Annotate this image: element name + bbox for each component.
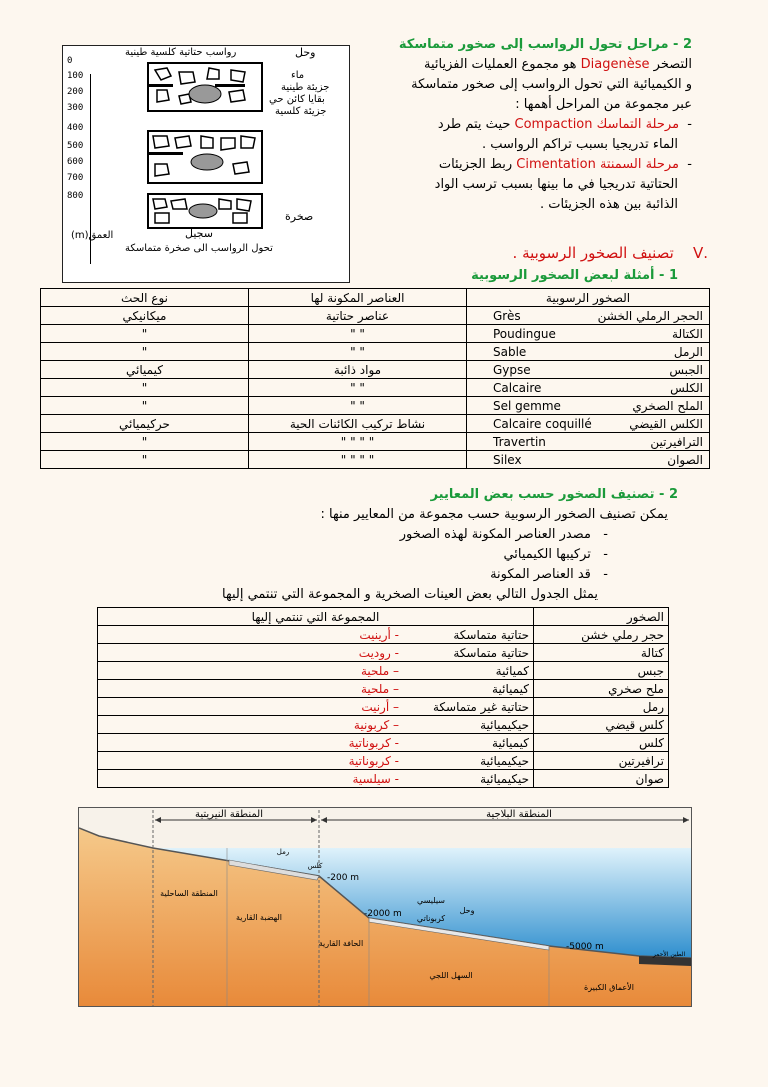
paragraph-line: و الكيميائية التي تحول الرواسب إلى صخور متماسكة	[411, 77, 692, 92]
rock-group: - أرينيت	[359, 627, 399, 642]
elements-cell: " " " "	[249, 451, 467, 469]
table-header: العناصر المكونة لها	[249, 289, 467, 307]
depth-tick: 100	[67, 71, 84, 81]
depth-tick: 700	[67, 173, 84, 183]
rock-group: – ملحية	[360, 663, 399, 678]
figure1-calc-label: جزيئة كلسية	[275, 106, 327, 117]
rock-cell: حجر رملي خشن	[534, 626, 669, 644]
group-cell	[98, 734, 534, 752]
subsection-heading: 1 - أمثلة لبعض الصخور الرسوبية	[471, 268, 678, 283]
table-row	[98, 734, 669, 752]
depth-2000-label: -2000 m	[364, 909, 402, 919]
rock-cell: كلس	[534, 734, 669, 752]
elements-cell: " "	[249, 325, 467, 343]
rock-name-cell	[467, 361, 710, 379]
table-row	[98, 770, 669, 788]
figure1-title: رواسب حتاتية كلسية طينية	[125, 47, 237, 58]
paragraph-line: الماء تدريجيا بسبب تراكم الرواسب .	[481, 137, 678, 152]
depth-tick: 500	[67, 141, 84, 151]
rock-cell: ملح صخري	[534, 680, 669, 698]
mud-label: وحل	[459, 906, 475, 915]
table-header: نوع الحث	[41, 289, 249, 307]
subsection-heading: 2 - تصنيف الصخور حسب بعض المعايير	[430, 487, 678, 502]
coastal-label: المنطقة الساحلية	[160, 889, 218, 898]
rock-name-cell	[467, 451, 710, 469]
paragraph-line: عبر مجموعة من المراحل أهمها :	[515, 97, 692, 112]
deposition-type-cell: "	[41, 433, 249, 451]
deposition-type-cell: ميكانيكي	[41, 307, 249, 325]
deep-label: الأعماق الكبيرة	[584, 983, 634, 992]
table-row	[41, 325, 710, 343]
bullet-cimentation: - مرحلة السمنتة Cimentation ربط الجزيئات	[438, 157, 692, 172]
limestone-label: كلس	[307, 862, 323, 870]
section-v-heading	[513, 244, 708, 262]
rock-name-fr: Calcaire coquillé	[493, 416, 592, 431]
rock-nature: حتاتية متماسكة	[453, 645, 529, 660]
deposition-type-cell: "	[41, 451, 249, 469]
rock-name-ar: الجبس	[669, 362, 703, 377]
diagenesis-section	[337, 35, 692, 215]
depth-5000-label: -5000 m	[566, 942, 604, 952]
rock-group: - روديت	[358, 645, 399, 660]
figure1-cement-label: سجيل	[185, 227, 213, 240]
table-header: الصخور	[534, 608, 669, 626]
table-row	[98, 680, 669, 698]
elements-cell: " "	[249, 397, 467, 415]
group-cell	[98, 716, 534, 734]
figure1-shell-label: بقايا كائن حي	[269, 94, 325, 105]
zone-pelagic-label: المنطقة البلاجية	[486, 809, 552, 820]
rock-group: - كربوناتية	[348, 735, 399, 750]
figure1-rock-label: صخرة	[285, 210, 314, 223]
table-row	[98, 644, 669, 662]
figure1-mud-label: وحل	[295, 46, 316, 59]
elements-cell: عناصر حتاتية	[249, 307, 467, 325]
table-header: الصخور الرسوبية	[467, 289, 710, 307]
rock-name-fr: Sable	[493, 344, 527, 359]
deposition-type-cell: "	[41, 325, 249, 343]
rock-name-cell	[467, 379, 710, 397]
figure1-clay-label: جزيئة طينية	[281, 82, 330, 93]
rock-cell: كلس قيضي	[534, 716, 669, 734]
rock-nature: كميائية	[495, 663, 529, 678]
table-row	[98, 662, 669, 680]
section-title: تصنيف الصخور الرسوبية .	[512, 244, 674, 262]
table-row	[41, 307, 710, 325]
zone-neritic-label: المنطقة النيريتية	[195, 809, 263, 820]
deposition-type-cell: "	[41, 397, 249, 415]
paragraph-line: يمثل الجدول التالي بعض العينات الصخرية و المجموعة التي تنتمي إليها	[221, 587, 598, 602]
table-row	[41, 415, 710, 433]
paragraph-line: الذائبة بين هذه الجزيئات .	[540, 197, 678, 212]
rock-nature: حتاتية متماسكة	[453, 627, 529, 642]
table-row	[98, 626, 669, 644]
group-cell	[98, 662, 534, 680]
elements-cell: " " " "	[249, 433, 467, 451]
rock-nature: حيكيميائية	[480, 753, 529, 768]
elements-cell: نشاط تركيب الكائنات الحية	[249, 415, 467, 433]
rock-name-fr: Calcaire	[493, 380, 542, 395]
rock-name-fr: Travertin	[493, 434, 546, 449]
list-item: - مصدر العناصر المكونة لهذه الصخور	[399, 527, 608, 542]
table-row	[41, 343, 710, 361]
rock-name-fr: Gypse	[493, 362, 531, 377]
rock-group: – ملحية	[360, 681, 399, 696]
deposition-type-cell: "	[41, 343, 249, 361]
rock-name-cell	[467, 343, 710, 361]
group-cell	[98, 770, 534, 788]
sediment-box-loose	[147, 62, 263, 112]
rock-nature: حيكيميائية	[480, 771, 529, 786]
paragraph-line: يمكن تصنيف الصخور الرسوبية حسب مجموعة من المعايير منها :	[320, 507, 668, 522]
sediment-box-compacted	[147, 130, 263, 184]
classification-section	[78, 485, 678, 605]
rock-nature: حيكيميائية	[480, 717, 529, 732]
rock-name-ar: الملح الصخري	[632, 398, 703, 413]
rock-cell: رمل	[534, 698, 669, 716]
marine-zones-diagram	[78, 807, 692, 1007]
table-row	[41, 433, 710, 451]
paragraph-line: التصخر Diagenèse هو مجموع العمليات الفزيائية	[424, 57, 692, 72]
paragraph-line: الحتاتية تدريجيا في ما بينها بسبب ترسب الواد	[434, 177, 678, 192]
rock-name-cell	[467, 325, 710, 343]
depth-tick: 0	[67, 56, 73, 66]
bullet-compaction: - مرحلة التماسك Compaction حيث يتم طرد	[437, 117, 692, 132]
group-cell	[98, 626, 534, 644]
depth-tick: 200	[67, 87, 84, 97]
rock-name-ar: الرمل	[673, 344, 703, 359]
rock-name-ar: الصوان	[667, 452, 703, 467]
elements-cell: مواد ذائبة	[249, 361, 467, 379]
depth-tick: 800	[67, 191, 84, 201]
rock-group: – أرنيت	[361, 699, 399, 714]
group-cell	[98, 644, 534, 662]
rock-name-cell	[467, 307, 710, 325]
rock-groups-table	[97, 607, 669, 788]
depth-tick: 400	[67, 123, 84, 133]
rock-name-ar: الكتالة	[672, 326, 703, 341]
table-row	[98, 716, 669, 734]
rock-name-ar: الكلس القيضي	[629, 416, 703, 431]
list-item: - قد العناصر المكونة	[490, 567, 608, 582]
deposition-type-cell: "	[41, 379, 249, 397]
abyssal-label: السهل اللجي	[429, 971, 473, 980]
sediment-box-rock	[147, 193, 263, 229]
plateau-label: الهضبة القارية	[235, 913, 283, 922]
deposition-type-cell: كيميائي	[41, 361, 249, 379]
rock-group: - سيلسية	[352, 771, 399, 786]
slope-label: الحافة القارية	[318, 939, 364, 948]
table-row	[41, 379, 710, 397]
rock-nature: حتاتية غير متماسكة	[433, 699, 529, 714]
table-row	[41, 361, 710, 379]
rock-name-fr: Sel gemme	[493, 398, 561, 413]
rock-cell: صوان	[534, 770, 669, 788]
figure1-water-label: ماء	[291, 70, 305, 81]
elements-cell: " "	[249, 343, 467, 361]
depth-tick: 300	[67, 103, 84, 113]
rock-name-fr: Grès	[493, 308, 521, 323]
depth-axis-label: العمق(m)	[71, 230, 114, 241]
figure1-caption: تحول الرواسب الى صخرة متماسكة	[125, 243, 273, 254]
diagenesis-figure	[62, 45, 350, 283]
rock-name-ar: الكلس	[670, 380, 703, 395]
rock-name-fr: Silex	[493, 452, 522, 467]
elements-cell: " "	[249, 379, 467, 397]
section-number: .V	[692, 244, 708, 262]
table-row	[98, 752, 669, 770]
rock-name-cell	[467, 433, 710, 451]
rock-name-cell	[467, 397, 710, 415]
table-row	[41, 451, 710, 469]
table-row	[41, 397, 710, 415]
rock-group: - كربوناتية	[348, 753, 399, 768]
sedimentary-rocks-table	[40, 288, 710, 469]
table-header: المجموعة التي تنتمي إليها	[98, 608, 534, 626]
rock-cell: جبس	[534, 662, 669, 680]
rock-name-ar: الترافيرتين	[650, 434, 703, 449]
rock-nature: كيميائية	[492, 735, 529, 750]
rock-group: – كربونية	[353, 717, 399, 732]
rock-cell: ترافيرتين	[534, 752, 669, 770]
rock-name-ar: الحجر الرملي الخشن	[597, 308, 703, 323]
sand-label: رمل	[276, 848, 290, 856]
depth-tick: 600	[67, 157, 84, 167]
siliceous-label: سيليسي	[417, 896, 445, 905]
rock-name-fr: Poudingue	[493, 326, 556, 341]
red-clay-label: الطين الأحمر	[652, 951, 686, 958]
list-item: - تركيبها الكيميائي	[503, 547, 608, 562]
depth-200-label: -200 m	[327, 873, 360, 883]
section-heading: 2 - مراحل تحول الرواسب إلى صخور متماسكة	[398, 37, 692, 52]
deposition-type-cell: حركيميائي	[41, 415, 249, 433]
rock-name-cell	[467, 415, 710, 433]
rock-nature: كيميائية	[492, 681, 529, 696]
group-cell	[98, 752, 534, 770]
rock-cell: كتالة	[534, 644, 669, 662]
term-diagenese: Diagenèse	[580, 57, 650, 72]
group-cell	[98, 680, 534, 698]
table-row	[98, 698, 669, 716]
carbonate-label: كربوناتي	[416, 914, 446, 923]
group-cell	[98, 698, 534, 716]
